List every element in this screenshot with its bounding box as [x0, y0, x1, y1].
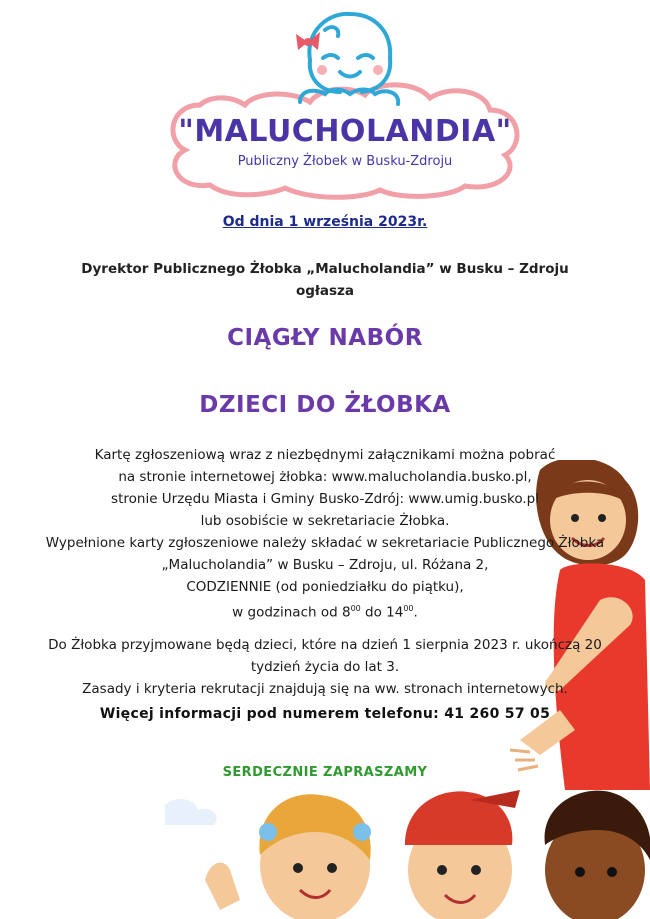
- info-line: na stronie internetowej żłobka: www.malucholandia.busko.pl,: [118, 469, 532, 485]
- logo-subtitle: Publiczny Żłobek w Busku-Zdroju: [237, 154, 453, 169]
- office-hours: [0, 598, 650, 624]
- hours-prefix: w godzinach od 8: [232, 604, 351, 621]
- info-line: Wypełnione karty zgłoszeniowe należy składać w sekretariacie Publicznego Żłobka: [45, 535, 605, 551]
- admission-line: Zasady i kryteria rekrutacji znajdują się na ww. stronach internetowych.: [82, 681, 568, 697]
- hours-start-sup: 00: [350, 604, 361, 613]
- malucholandia-logo: [160, 10, 530, 200]
- director-line: Dyrektor Publicznego Żłobka „Malucholandia” w Busku – Zdroju: [81, 261, 569, 277]
- invitation: SERDECZNIE ZAPRASZAMY: [222, 765, 428, 780]
- date-line: Od dnia 1 września 2023r.: [222, 214, 428, 230]
- info-line: Kartę zgłoszeniową wraz z niezbędnymi załącznikami można pobrać: [94, 447, 556, 463]
- hours-end-sup: 00: [403, 604, 414, 613]
- logo-cloud-baby-graphic: [160, 10, 530, 200]
- announces-word: ogłasza: [295, 283, 355, 299]
- info-line: lub osobiście w sekretariacie Żłobka.: [200, 513, 450, 529]
- logo-title: "MALUCHOLANDIA": [178, 114, 512, 149]
- info-line: CODZIENNIE (od poniedziałku do piątku),: [186, 579, 464, 595]
- info-line: stronie Urzędu Miasta i Gminy Busko-Zdrój: www.umig.busko.pl: [111, 491, 539, 507]
- admission-line: Do Żłobka przyjmowane będą dzieci, które na dzień 1 sierpnia 2023 r. ukończą 20: [48, 637, 602, 653]
- heading-children-to-nursery: DZIECI DO ŻŁOBKA: [199, 392, 451, 418]
- hours-suffix: .: [413, 604, 418, 621]
- director-announcement: [0, 258, 650, 302]
- heading-continuous-recruitment: CIĄGŁY NABÓR: [227, 325, 423, 351]
- hours-mid: do 14: [360, 604, 404, 621]
- info-line: „Malucholandia” w Busku – Zdroju, ul. Różana 2,: [161, 557, 489, 573]
- admission-info: [0, 634, 650, 700]
- phone-info: Więcej informacji pod numerem telefonu: 41 260 57 05: [99, 706, 551, 722]
- application-info: [0, 444, 650, 624]
- admission-line: tydzień życia do lat 3.: [250, 659, 400, 675]
